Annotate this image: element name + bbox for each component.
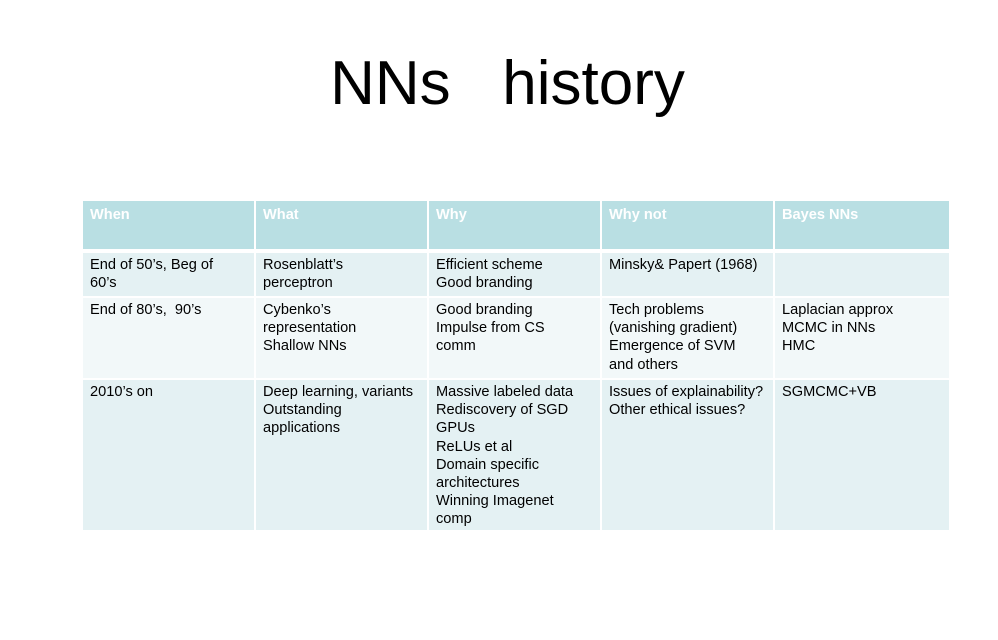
cell-line: Tech problems xyxy=(609,302,704,318)
cell-line: Rosenblatt’s xyxy=(263,257,344,273)
cell-line: Deep learning, variants xyxy=(263,384,414,400)
cell-line: ReLUs et al xyxy=(436,438,513,455)
cell-line: GPUs xyxy=(436,420,475,437)
cell-line: End of 80’s, 90’s xyxy=(90,302,202,318)
cell-why xyxy=(429,298,602,380)
cell-line: applications xyxy=(263,420,341,437)
cell-line: Winning Imagenet xyxy=(436,493,554,510)
header-when: When xyxy=(83,201,256,253)
cell-line: 60’s xyxy=(90,275,117,292)
table-row xyxy=(83,298,949,380)
cell-line: Emergence of SVM xyxy=(609,338,736,355)
cell-line: SGMCMC+VB xyxy=(782,384,877,400)
table-row xyxy=(83,253,949,298)
header-why: Why xyxy=(429,201,602,253)
cell-line: (vanishing gradient) xyxy=(609,320,738,337)
cell-line: comm xyxy=(436,338,476,355)
cell-line: and others xyxy=(609,356,678,373)
cell-why-not xyxy=(602,380,775,530)
cell-bayes xyxy=(775,380,949,530)
cell-line: Laplacian approx xyxy=(782,302,894,318)
cell-line: representation xyxy=(263,320,357,337)
cell-why-not xyxy=(602,298,775,380)
cell-why-not xyxy=(602,253,775,298)
cell-line: MCMC in NNs xyxy=(782,320,876,337)
table-row xyxy=(83,380,949,530)
cell-what xyxy=(256,298,429,380)
cell-line: Shallow NNs xyxy=(263,338,347,355)
header-what: What xyxy=(256,201,429,253)
cell-line: Impulse from CS xyxy=(436,320,545,337)
cell-when xyxy=(83,253,256,298)
cell-line: Rediscovery of SGD xyxy=(436,402,569,419)
cell-line: Good branding xyxy=(436,302,533,318)
cell-when xyxy=(83,298,256,380)
cell-line: Outstanding xyxy=(263,402,342,419)
cell-line: Issues of explainability? xyxy=(609,384,764,400)
header-why-not: Why not xyxy=(602,201,775,253)
cell-what xyxy=(256,380,429,530)
cell-line: perceptron xyxy=(263,275,333,292)
cell-line: Minsky& Papert (1968) xyxy=(609,257,758,273)
cell-line: Cybenko’s xyxy=(263,302,331,318)
cell-line: HMC xyxy=(782,338,816,355)
cell-line: architectures xyxy=(436,475,520,492)
cell-line: Efficient scheme xyxy=(436,257,543,273)
cell-line: End of 50’s, Beg of xyxy=(90,257,214,273)
cell-line: Good branding xyxy=(436,275,533,292)
cell-why xyxy=(429,253,602,298)
cell-line: 2010’s on xyxy=(90,384,154,400)
table-header-row xyxy=(83,201,949,253)
slide-title: NNs history xyxy=(330,49,685,118)
cell-when xyxy=(83,380,256,530)
header-bayes-nns: Bayes NNs xyxy=(775,201,949,253)
cell-why xyxy=(429,380,602,530)
cell-line: Massive labeled data xyxy=(436,384,574,400)
cell-line: Domain specific xyxy=(436,456,540,473)
cell-bayes xyxy=(775,253,949,298)
cell-line: comp xyxy=(436,511,472,528)
history-table xyxy=(83,201,949,530)
cell-bayes xyxy=(775,298,949,380)
cell-line: Other ethical issues? xyxy=(609,402,746,419)
cell-what xyxy=(256,253,429,298)
